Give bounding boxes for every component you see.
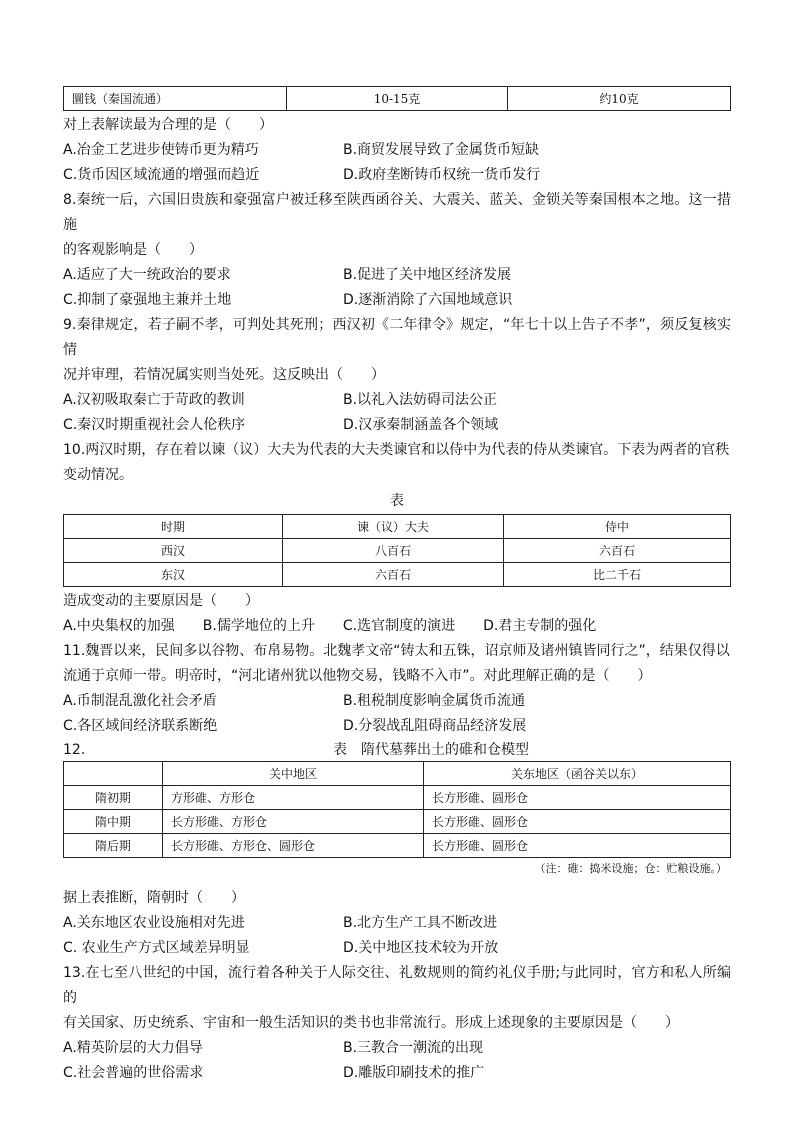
table-row <box>64 87 731 111</box>
table-cell: 长方形碓、圆形仓 <box>424 834 731 858</box>
q13-option-d[interactable]: D.雕版印刷技术的推广 <box>343 1065 485 1081</box>
q13-stem-line: 有关国家、历史统系、宇宙和一般生活知识的类书也非常流行。形成上述现象的主要原因是（ ） <box>63 1015 679 1031</box>
table-cell: 六百石 <box>504 539 731 563</box>
q10-table-caption: 表 <box>390 493 404 509</box>
table-cell: 长方形碓、方形仓、圆形仓 <box>163 834 424 858</box>
table-cell: 六百石 <box>283 563 504 587</box>
q8-stem <box>63 188 731 263</box>
q7-options-row1 <box>63 138 731 163</box>
q13-option-c[interactable]: C.社会普遍的世俗需求 <box>63 1065 204 1081</box>
q11-stem <box>63 639 731 689</box>
coin-table-fragment <box>63 86 731 111</box>
q9-option-b[interactable]: B.以礼入法妨碍司法公正 <box>343 392 498 408</box>
q9-options-row1 <box>63 388 731 413</box>
q10-options-row <box>63 614 731 639</box>
table-cell: 八百石 <box>283 539 504 563</box>
q13-options-row1 <box>63 1036 731 1061</box>
table-cell: 比二千石 <box>504 563 731 587</box>
table-cell: 西汉 <box>64 539 283 563</box>
table-header-cell: 时期 <box>64 515 283 539</box>
q10-option-a[interactable]: A.中央集权的加强 <box>63 618 175 634</box>
q10-question: 造成变动的主要原因是（ ） <box>63 593 259 609</box>
q13-stem <box>63 961 731 1036</box>
q9-options-row2 <box>63 413 731 438</box>
table-header-cell: 侍中 <box>504 515 731 539</box>
q7-stem: 对上表解读最为合理的是（ ） <box>63 117 273 133</box>
q8-option-b[interactable]: B.促进了关中地区经济发展 <box>343 267 512 283</box>
q12-caption-row <box>63 739 731 761</box>
table-cell: 长方形碓、圆形仓 <box>424 786 731 810</box>
q10-stem-line: 10.两汉时期，存在着以谏（议）大夫为代表的大夫类谏官和以侍中为代表的侍从类谏官。下表为两者的官秩 <box>63 442 730 458</box>
q11-options-row2 <box>63 714 731 739</box>
q12-option-a[interactable]: A.关东地区农业设施相对先进 <box>63 915 245 931</box>
q7-option-b[interactable]: B.商贸发展导致了金属货币短缺 <box>343 142 540 158</box>
q13-option-a[interactable]: A.精英阶层的大力倡导 <box>63 1040 203 1056</box>
q7-option-c[interactable]: C.货币因区域流通的增强而趋近 <box>63 167 260 183</box>
q12-option-d[interactable]: D.关中地区技术较为开放 <box>343 940 499 956</box>
q7-option-a[interactable]: A.冶金工艺进步使铸币更为精巧 <box>63 142 259 158</box>
table-row <box>64 539 731 563</box>
q13-option-b[interactable]: B.三教合一潮流的出现 <box>343 1040 484 1056</box>
q12-table-note: （注：碓：捣米设施；仓：贮粮设施。） <box>534 862 727 875</box>
q11-option-a[interactable]: A.币制混乱激化社会矛盾 <box>63 693 217 709</box>
q11-option-b[interactable]: B.租税制度影响金属货币流通 <box>343 693 526 709</box>
q10-option-b[interactable]: B.儒学地位的上升 <box>202 618 315 634</box>
q12-options-row1 <box>63 911 731 936</box>
q12-options-row2 <box>63 936 731 961</box>
exam-page <box>63 86 731 1086</box>
q10-stem <box>63 438 731 488</box>
table-cell: 10-15克 <box>287 87 508 111</box>
table-cell: 长方形碓、圆形仓 <box>424 810 731 834</box>
q10-table <box>63 514 731 587</box>
q12-option-b[interactable]: B.北方生产工具不断改进 <box>343 915 498 931</box>
q12-option-c[interactable]: C. 农业生产方式区域差异明显 <box>63 940 250 956</box>
table-header-cell <box>64 762 163 786</box>
q13-options-row2 <box>63 1061 731 1086</box>
q10-option-d[interactable]: D.君主专制的强化 <box>483 618 597 634</box>
table-header-cell: 关东地区（函谷关以东） <box>424 762 731 786</box>
table-header-cell: 关中地区 <box>163 762 424 786</box>
q11-option-c[interactable]: C.各区域间经济联系断绝 <box>63 718 218 734</box>
q11-options-row1 <box>63 689 731 714</box>
q8-options-row1 <box>63 263 731 288</box>
q12-number: 12. <box>63 742 86 758</box>
q11-option-d[interactable]: D.分裂战乱阻碍商品经济发展 <box>343 718 527 734</box>
q8-option-d[interactable]: D.逐渐消除了六国地域意识 <box>343 292 513 308</box>
q9-option-c[interactable]: C.秦汉时期重视社会人伦秩序 <box>63 417 246 433</box>
table-cell: 约10克 <box>508 87 731 111</box>
q8-option-a[interactable]: A.适应了大一统政治的要求 <box>63 267 231 283</box>
table-cell: 方形碓、方形仓 <box>163 786 424 810</box>
table-cell: 隋初期 <box>64 786 163 810</box>
table-cell: 隋后期 <box>64 834 163 858</box>
table-header-row <box>64 515 731 539</box>
q7-options-row2 <box>63 163 731 188</box>
q9-stem-line: 况并审理，若情况属实则当处死。这反映出（ ） <box>63 367 385 383</box>
q11-stem-line: 11.魏晋以来，民间多以谷物、布帛易物。北魏孝文帝“铸太和五铢，诏京师及诸州镇皆同行之”，结果仅得以 <box>63 643 730 659</box>
q9-stem-line: 9.秦律规定，若子嗣不孝，可判处其死刑；西汉初《二年律令》规定，“年七十以上告子不孝”，须反复核实情 <box>63 317 731 358</box>
q8-option-c[interactable]: C.抑制了豪强地主兼并土地 <box>63 292 232 308</box>
q13-stem-line: 13.在七至八世纪的中国，流行着各种关于人际交往、礼数规则的简约礼仪手册;与此同时，官方和私人所编的 <box>63 965 731 1006</box>
q9-option-a[interactable]: A.汉初吸取秦亡于苛政的教训 <box>63 392 245 408</box>
table-row <box>64 810 731 834</box>
q9-stem <box>63 313 731 388</box>
q12-table <box>63 761 731 858</box>
q12-question: 据上表推断，隋朝时（ ） <box>63 890 245 906</box>
table-cell: 圜钱（秦国流通） <box>64 87 287 111</box>
table-header-row <box>64 762 731 786</box>
q8-options-row2 <box>63 288 731 313</box>
q12-table-caption: 表 隋代墓葬出土的碓和仓模型 <box>333 742 529 758</box>
q11-stem-line: 流通于京师一带。明帝时，“河北诸州犹以他物交易，钱略不入市”。对此理解正确的是（ ） <box>63 668 652 684</box>
table-row <box>64 563 731 587</box>
q8-stem-line: 的客观影响是（ ） <box>63 242 203 258</box>
q10-option-c[interactable]: C.选官制度的演进 <box>342 618 456 634</box>
table-cell: 东汉 <box>64 563 283 587</box>
table-cell: 长方形碓、方形仓 <box>163 810 424 834</box>
q10-stem-line: 变动情况。 <box>63 467 133 483</box>
table-row <box>64 786 731 810</box>
table-header-cell: 谏（议）大夫 <box>283 515 504 539</box>
table-row <box>64 834 731 858</box>
q8-stem-line: 8.秦统一后，六国旧贵族和豪强富户被迁移至陕西函谷关、大震关、蓝关、金锁关等秦国根本之地。这一措施 <box>63 192 731 233</box>
table-cell: 隋中期 <box>64 810 163 834</box>
q9-option-d[interactable]: D.汉承秦制涵盖各个领域 <box>343 417 499 433</box>
q7-option-d[interactable]: D.政府垄断铸币权统一货币发行 <box>343 167 541 183</box>
